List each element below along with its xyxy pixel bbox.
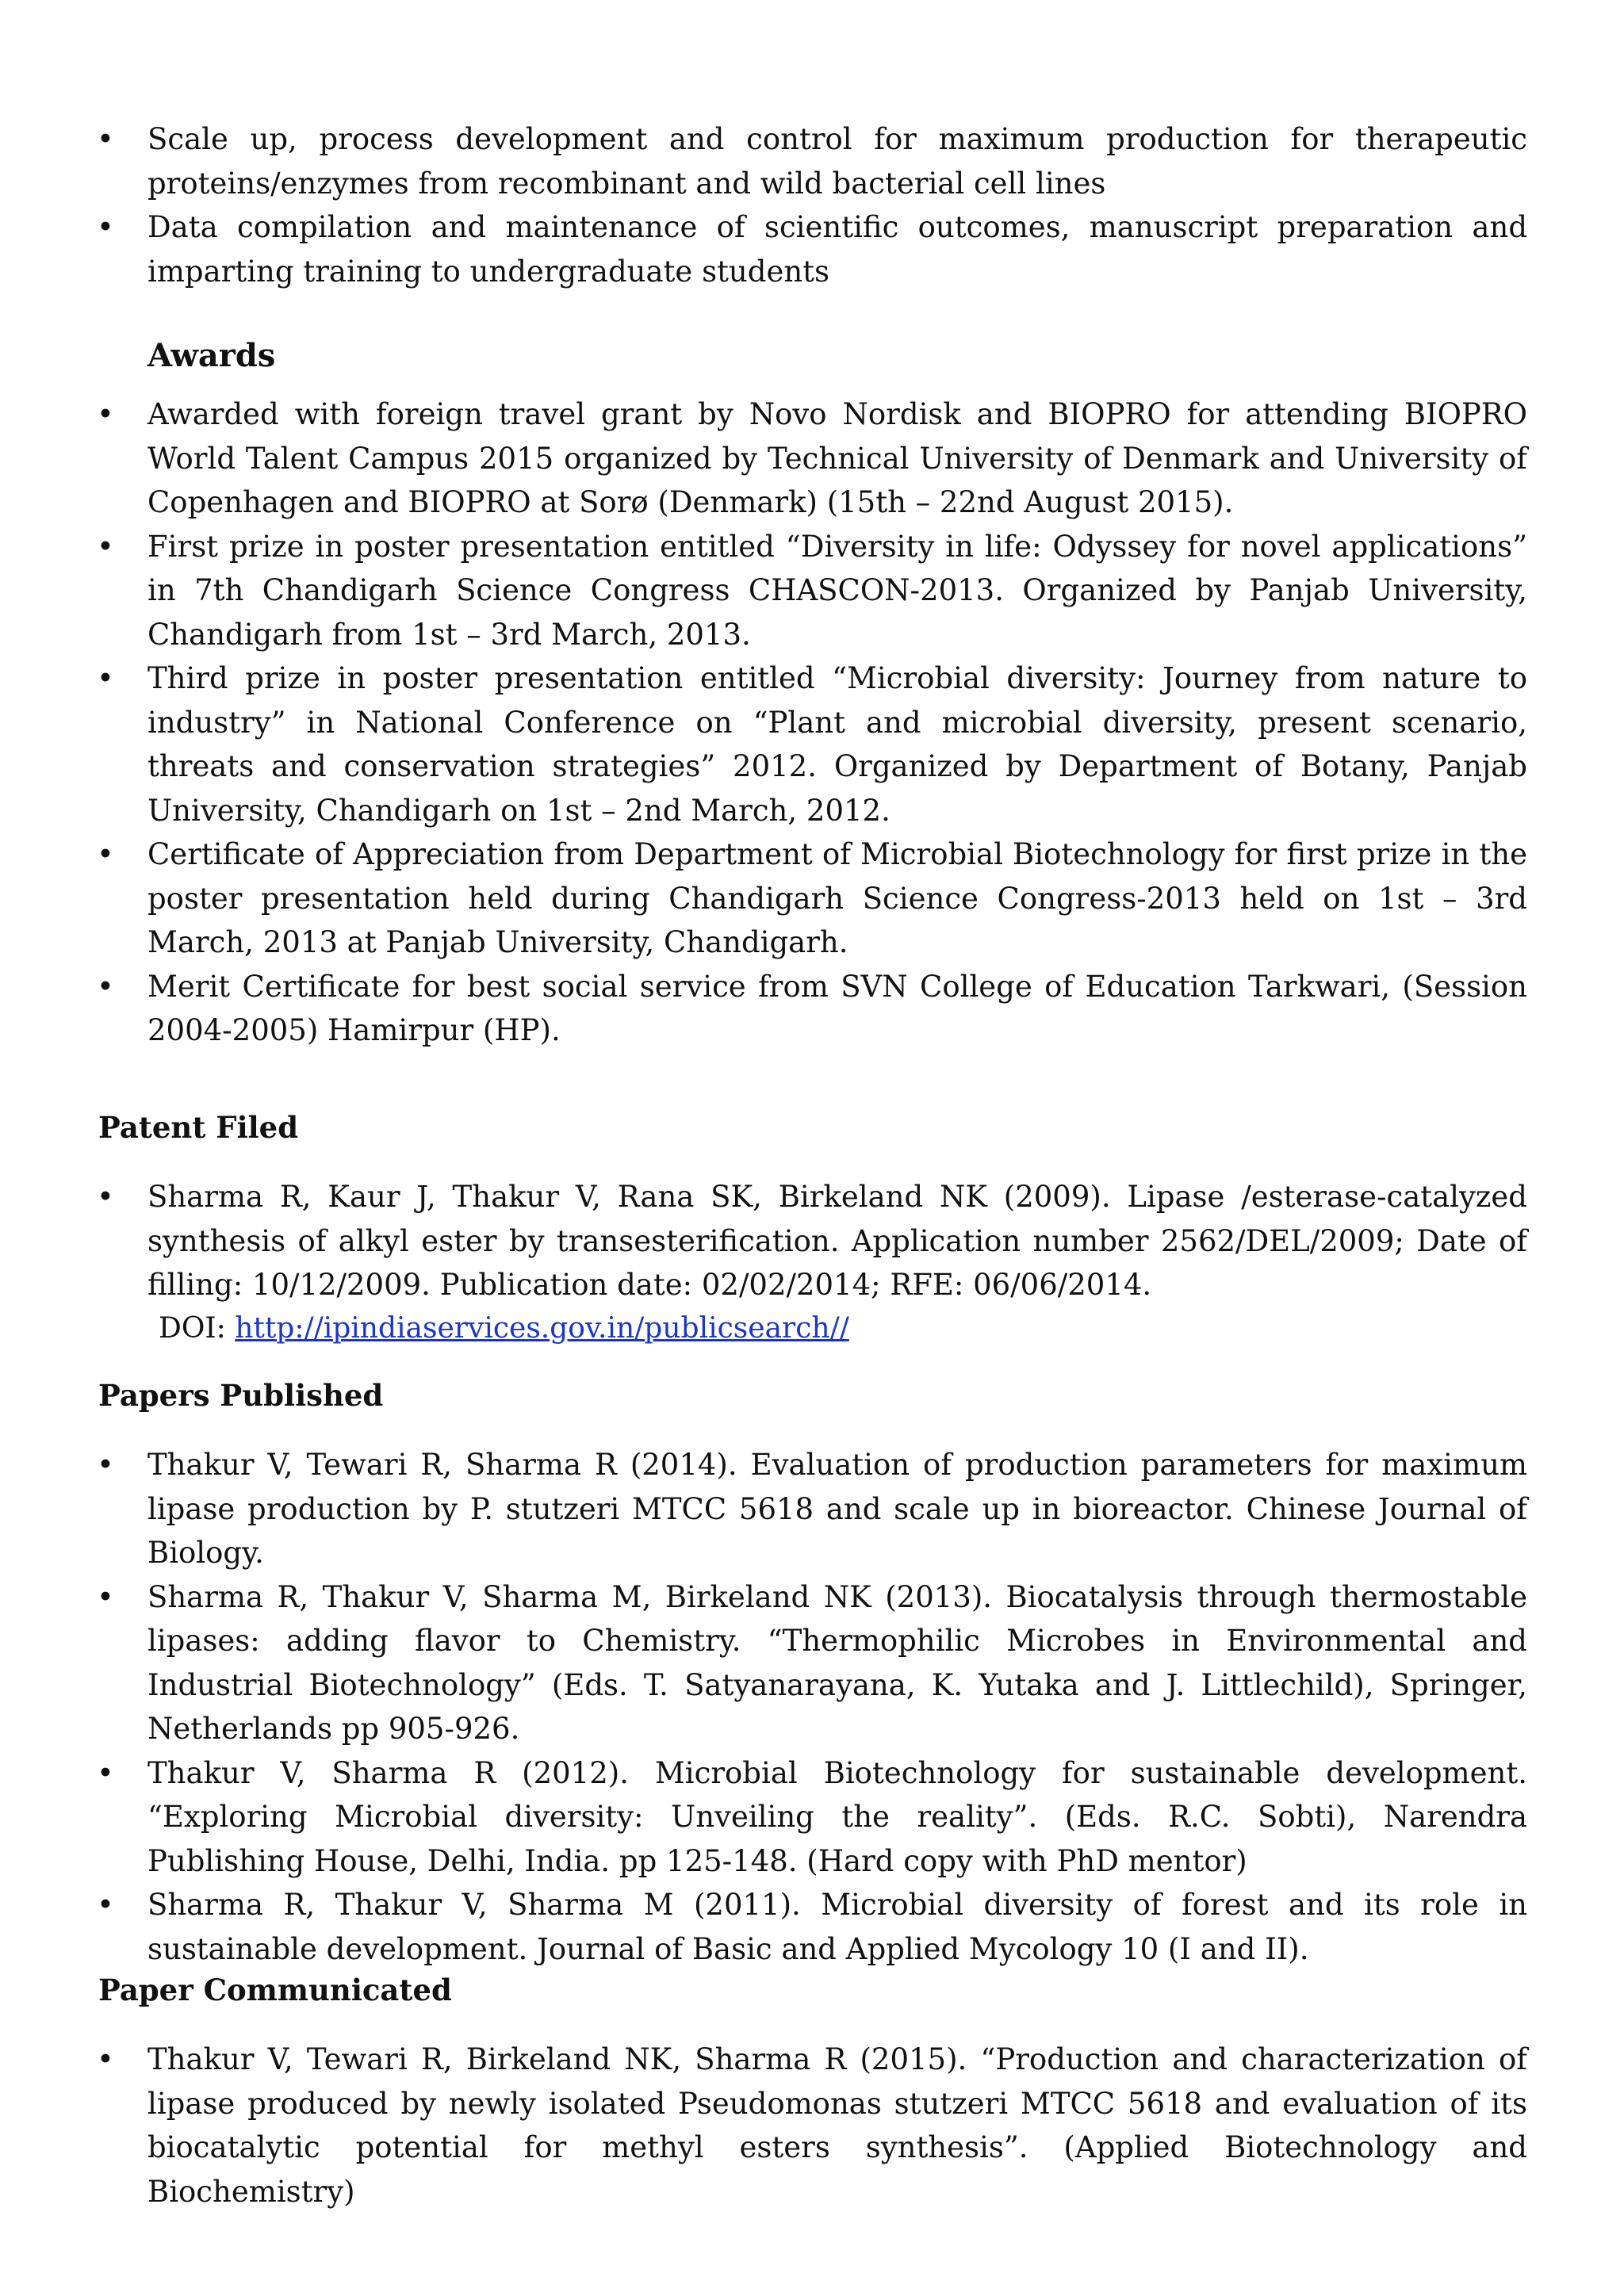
doi-line — [159, 1309, 849, 1349]
patent-list — [0, 1175, 1624, 1307]
list-item: • Sharma R, Kaur J, Thakur V, Rana SK, Birkeland NK (2009). Lipase /esterase-catalyzed synthesis of alkyl ester by transesterification. Application number 2562/DEL/2009; Date of filling: 10/12/2009. Publication date: 02/02/2014; RFE: 06/06/2014. — [147, 1175, 1527, 1307]
communicated-list — [0, 2038, 1624, 2214]
list-item: • Scale up, process development and control for maximum production for therapeutic proteins/enzymes from recombinant and wild bacterial cell lines — [147, 117, 1527, 205]
list-item: • Third prize in poster presentation entitled “Microbial diversity: Journey from nature to industry” in National Conference on “Plant and microbial diversity, present scenario, threats and conservation strategies” 2012. Organized by Department of Botany, Panjab University, Chandigarh on 1st – 2nd March, 2012. — [147, 656, 1527, 832]
responsibilities-list — [0, 117, 1624, 293]
papers-section — [0, 1443, 1624, 1971]
doi-label: DOI: — [159, 1312, 226, 1345]
awards-section — [0, 392, 1624, 1053]
list-item: • Data compilation and maintenance of scientific outcomes, manuscript preparation and imparting training to undergraduate students — [147, 205, 1527, 293]
list-item: • Certificate of Appreciation from Department of Microbial Biotechnology for first prize in the poster presentation held during Chandigarh Science Congress-2013 held on 1st – 3rd March, 2013 at Panjab University, Chandigarh. — [147, 832, 1527, 965]
patent-section — [0, 1175, 1624, 1307]
list-item: • Thakur V, Tewari R, Birkeland NK, Sharma R (2015). “Production and characterization of lipase produced by newly isolated Pseudomonas stutzeri MTCC 5618 and evaluation of its biocatalytic potential for methyl esters synthesis”. (Applied Biotechnology and Biochemistry) — [147, 2038, 1527, 2214]
awards-list — [0, 392, 1624, 1053]
doi-link[interactable]: http://ipindiaservices.gov.in/publicsearch// — [235, 1312, 849, 1345]
responsibilities-list-section — [0, 117, 1624, 293]
communicated-heading: Paper Communicated — [98, 1973, 452, 2007]
patent-heading: Patent Filed — [98, 1110, 299, 1145]
communicated-section — [0, 2038, 1624, 2214]
list-item: • First prize in poster presentation entitled “Diversity in life: Odyssey for novel applications” in 7th Chandigarh Science Congress CHASCON-2013. Organized by Panjab University, Chandigarh from 1st – 3rd March, 2013. — [147, 525, 1527, 657]
list-item: • Thakur V, Sharma R (2012). Microbial Biotechnology for sustainable development. “Exploring Microbial diversity: Unveiling the reality”. (Eds. R.C. Sobti), Narendra Publishing House, Delhi, India. pp 125-148. (Hard copy with PhD mentor) — [147, 1751, 1527, 1884]
papers-list — [0, 1443, 1624, 1971]
awards-heading: Awards — [147, 337, 276, 374]
list-item: • Awarded with foreign travel grant by Novo Nordisk and BIOPRO for attending BIOPRO World Talent Campus 2015 organized by Technical University of Denmark and University of Copenhagen and BIOPRO at Sorø (Denmark) (15th – 22nd August 2015). — [147, 392, 1527, 525]
list-item: • Thakur V, Tewari R, Sharma R (2014). Evaluation of production parameters for maximum lipase production by P. stutzeri MTCC 5618 and scale up in bioreactor. Chinese Journal of Biology. — [147, 1443, 1527, 1575]
list-item: • Sharma R, Thakur V, Sharma M, Birkeland NK (2013). Biocatalysis through thermostable lipases: adding flavor to Chemistry. “Thermophilic Microbes in Environmental and Industrial Biotechnology” (Eds. T. Satyanarayana, K. Yutaka and J. Littlechild), Springer, Netherlands pp 905-926. — [147, 1575, 1527, 1751]
papers-heading: Papers Published — [98, 1378, 384, 1413]
list-item: • Merit Certificate for best social service from SVN College of Education Tarkwari, (Session 2004-2005) Hamirpur (HP). — [147, 965, 1527, 1053]
list-item: • Sharma R, Thakur V, Sharma M (2011). Microbial diversity of forest and its role in sustainable development. Journal of Basic and Applied Mycology 10 (I and II). — [147, 1883, 1527, 1971]
